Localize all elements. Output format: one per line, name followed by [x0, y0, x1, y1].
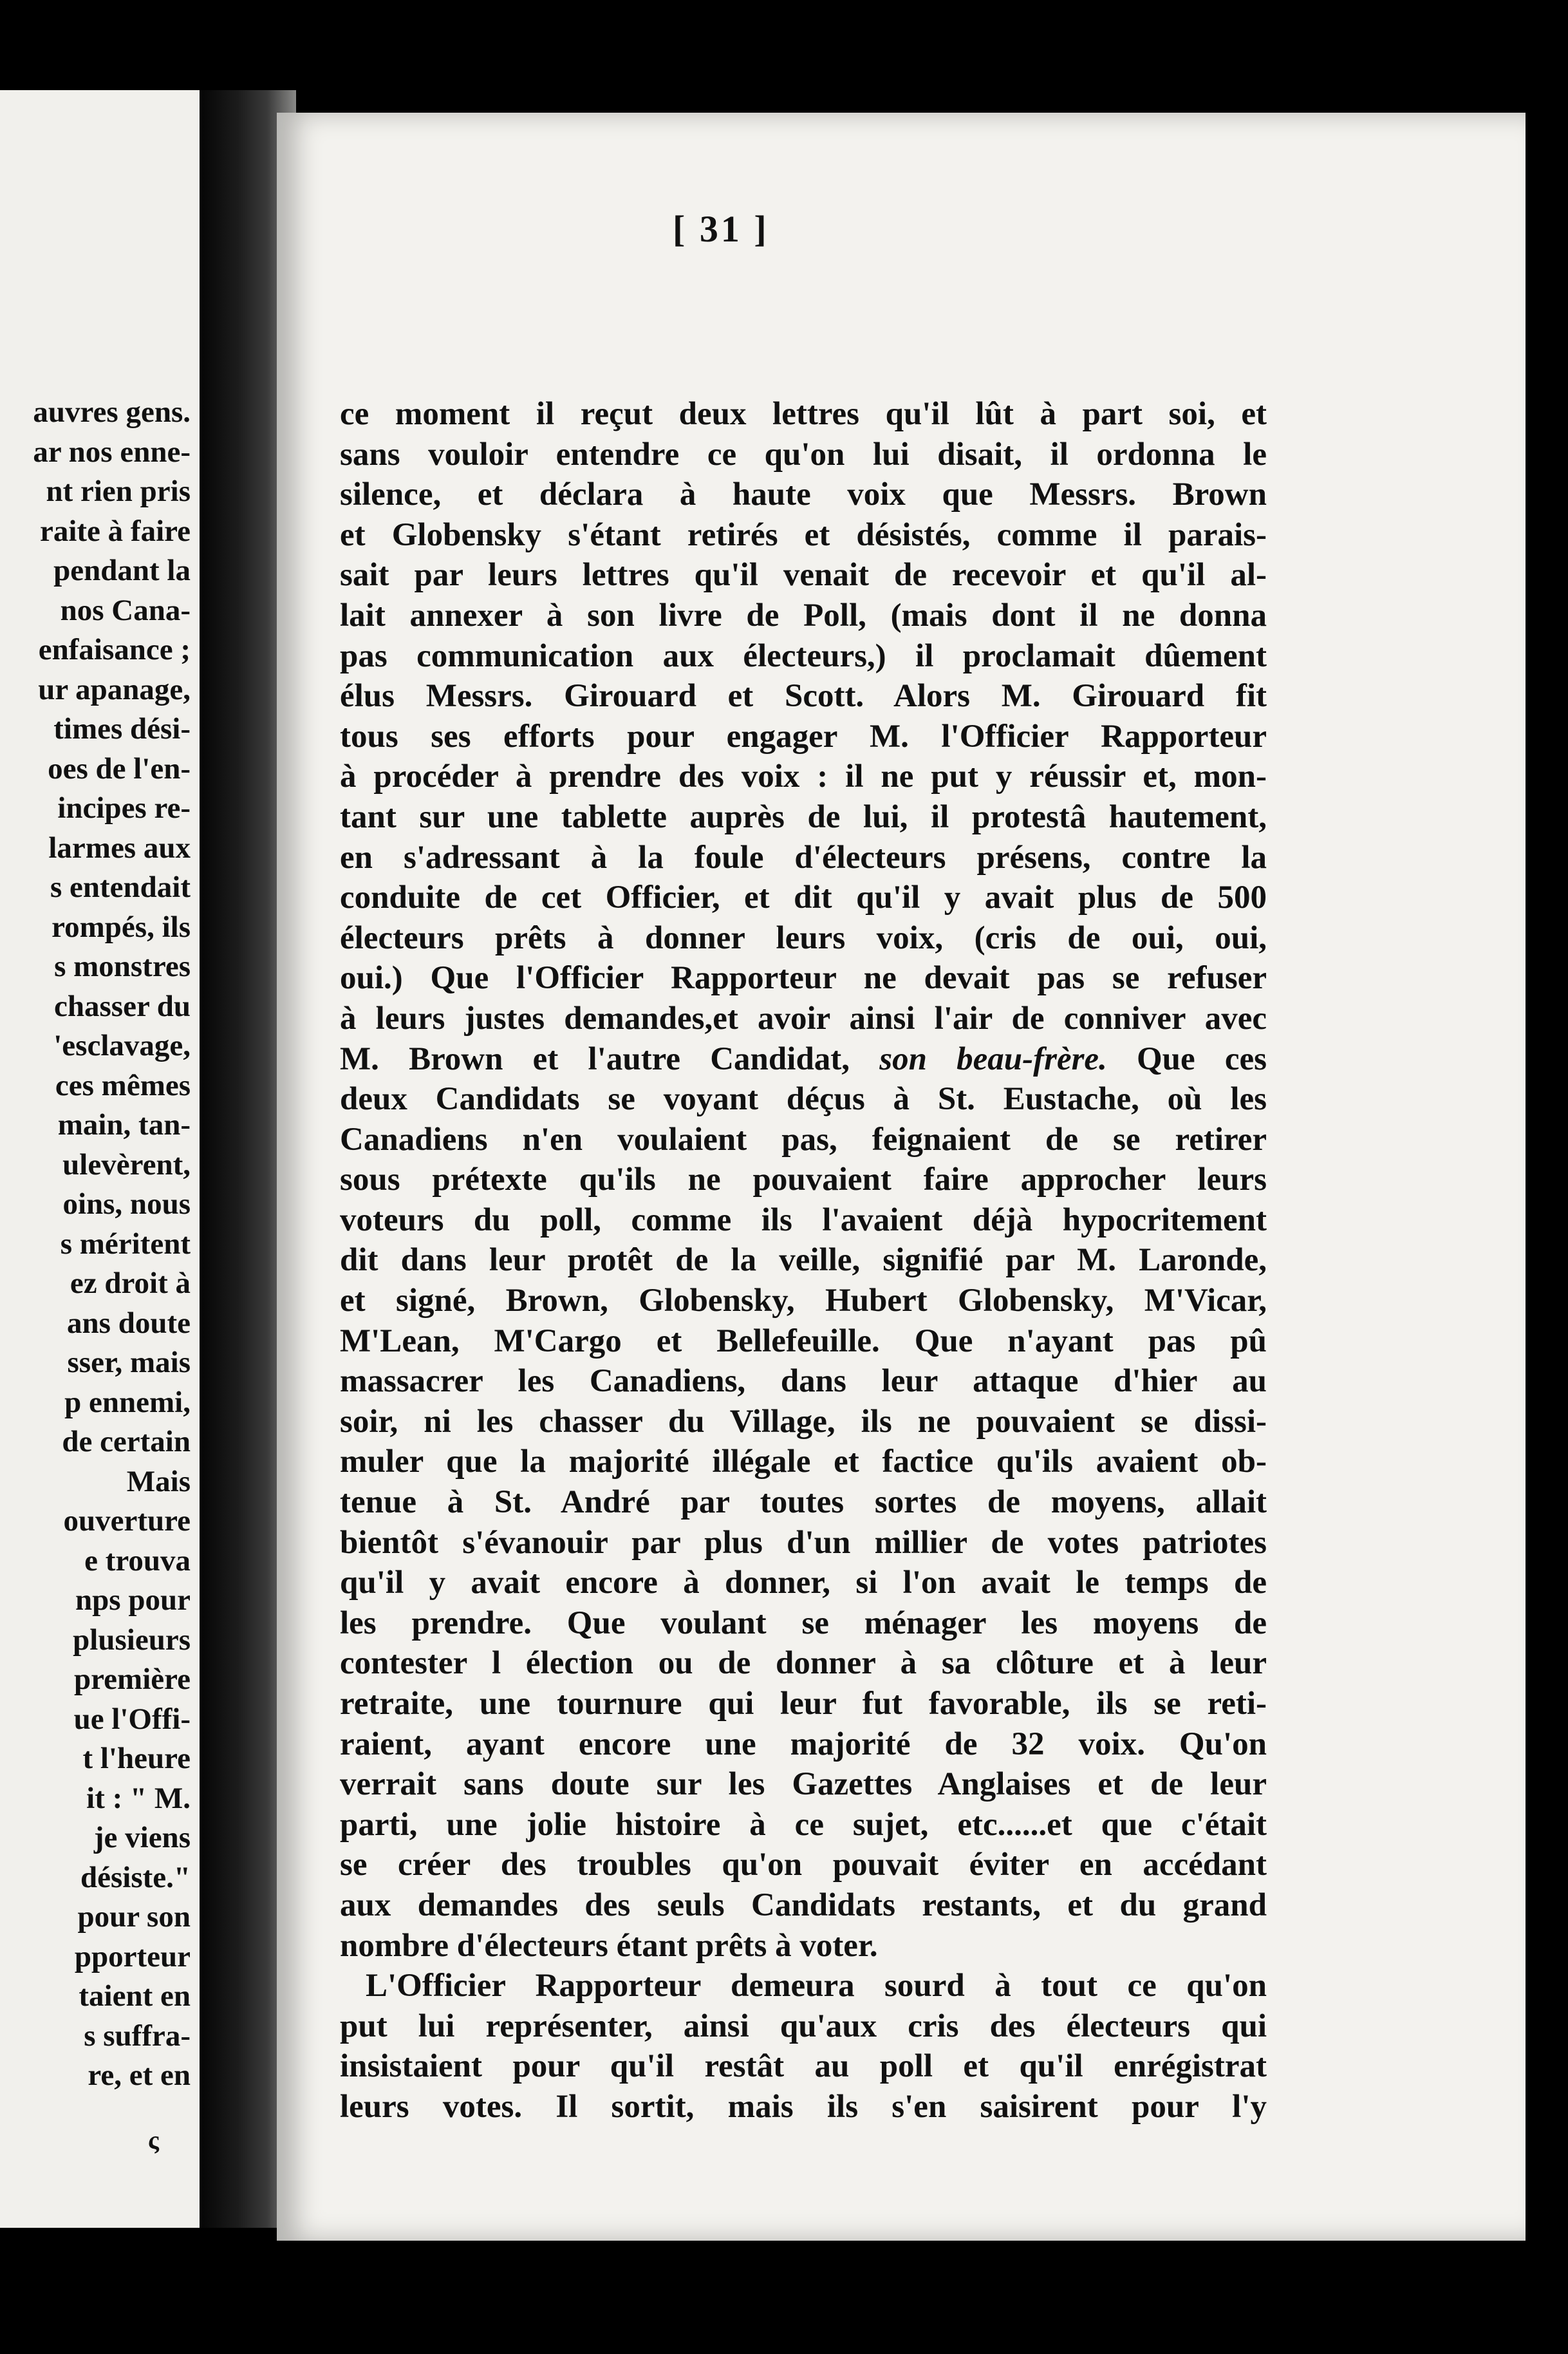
text-line: pas communication aux électeurs,) il proclamait dûement — [340, 637, 1267, 674]
facing-page-line: ans doute — [67, 1306, 191, 1340]
facing-page-line: re, et en — [88, 2058, 191, 2092]
facing-page-line: 'esclavage, — [53, 1029, 191, 1062]
text-line: voteurs du poll, comme ils l'avaient déjà hypocritement — [340, 1201, 1267, 1238]
facing-page-line: nt rien pris — [46, 475, 191, 508]
facing-page-line: je viens — [93, 1821, 191, 1854]
facing-page-line: plusieurs — [73, 1623, 191, 1657]
facing-page-line: oes de l'en- — [48, 751, 191, 786]
facing-page-line: Mais — [126, 1464, 191, 1498]
facing-page-line: taient en — [79, 1979, 191, 2013]
text-line: à leurs justes demandes,et avoir ainsi l'air de conniver avec — [340, 1000, 1267, 1037]
italic-phrase: son beau-frère. — [879, 1040, 1107, 1077]
page-number: [ 31 ] — [673, 208, 769, 250]
text-line: et Globensky s'étant retirés et désistés, comme il parais- — [340, 516, 1267, 553]
facing-page-line: ur apanage, — [38, 672, 191, 706]
facing-page-line: de certain — [62, 1425, 191, 1458]
text-line: lait annexer à son livre de Poll, (mais dont il ne donna — [340, 597, 1267, 634]
facing-page-line: nps pour — [75, 1583, 191, 1617]
ink-mark: ς — [148, 2125, 159, 2154]
facing-page-line: incipes re- — [57, 791, 191, 825]
facing-page-line: désiste." — [80, 1860, 191, 1894]
facing-page-line: larmes aux — [48, 831, 191, 865]
text-line: deux Candidats se voyant déçus à St. Eustache, où les — [340, 1081, 1267, 1118]
text-line: en s'adressant à la foule d'électeurs présens, contre la — [340, 839, 1267, 876]
facing-page-line: première — [74, 1662, 191, 1696]
facing-page-line: oins, nous — [62, 1187, 191, 1221]
facing-page-line: pporteur — [74, 1939, 191, 1973]
facing-page-line: raite à faire — [39, 514, 191, 548]
facing-page-line: t l'heure — [82, 1742, 191, 1775]
text-line: Canadiens n'en voulaient pas, feignaient de se retirer — [340, 1121, 1267, 1158]
facing-page-line: pour son — [77, 1900, 191, 1934]
text-line: nombre d'électeurs étant prêts à voter. — [340, 1927, 878, 1964]
text-line: L'Officier Rapporteur demeura sourd à tout ce qu'on — [366, 1968, 1267, 2004]
facing-page-line: auvres gens. — [33, 395, 191, 429]
facing-page-line: sser, mais — [67, 1346, 191, 1379]
facing-page-line: s monstres — [54, 950, 191, 983]
facing-page-line: p ennemi, — [64, 1385, 191, 1419]
facing-page-line: chasser du — [54, 989, 191, 1023]
text-line: insistaient pour qu'il restât au poll et qu'il enrégistrat — [340, 2048, 1267, 2085]
text-line: aux demandes des seuls Candidats restants, et du grand — [340, 1887, 1267, 1923]
text-line: dit dans leur protêt de la veille, signifié par M. Laronde, — [340, 1242, 1267, 1279]
facing-page-line: ar nos enne- — [33, 435, 191, 469]
text-line: électeurs prêts à donner leurs voix, (cris de oui, oui, — [340, 919, 1267, 956]
facing-page-line: ez droit à — [70, 1266, 191, 1300]
text-line: oui.) Que l'Officier Rapporteur ne devait pas se refuser — [340, 960, 1267, 997]
text-line: sous prétexte qu'ils ne pouvaient faire approcher leurs — [340, 1162, 1267, 1198]
facing-page-line: times dési- — [53, 712, 191, 746]
facing-page-line: rompés, ils — [51, 910, 191, 944]
text-line: qu'il y avait encore à donner, si l'on avait le temps de — [340, 1565, 1267, 1601]
text-line: leurs votes. Il sortit, mais ils s'en saisirent pour l'y — [340, 2088, 1267, 2125]
text-line: retraite, une tournure qui leur fut favorable, ils se reti- — [340, 1686, 1267, 1722]
text-line: verrait sans doute sur les Gazettes Anglaises et de leur — [340, 1766, 1267, 1803]
facing-page-line: ces mêmes — [55, 1068, 191, 1102]
text-line-with-italic — [340, 1039, 1267, 1080]
text-line: sans vouloir entendre ce qu'on lui disait, il ordonna le — [340, 436, 1267, 473]
text-line: élus Messrs. Girouard et Scott. Alors M. Girouard fit — [340, 678, 1267, 715]
facing-page-line: pendant la — [53, 554, 191, 587]
text-line: soir, ni les chasser du Village, ils ne pouvaient se dissi- — [340, 1403, 1267, 1440]
text-line: silence, et déclara à haute voix que Messrs. Brown — [340, 476, 1267, 513]
text-line: bientôt s'évanouir par plus d'un millier de votes patriotes — [340, 1524, 1267, 1561]
text-line: tenue à St. André par toutes sortes de moyens, allait — [340, 1484, 1267, 1521]
facing-page-line: main, tan- — [57, 1108, 191, 1142]
text-line: les prendre. Que voulant se ménager les moyens de — [340, 1605, 1267, 1641]
text-line: et signé, Brown, Globensky, Hubert Globensky, M'Vicar, — [340, 1283, 1267, 1319]
facing-page-line: s entendait — [50, 871, 191, 904]
facing-page-line: ouverture — [63, 1504, 191, 1538]
text-line: ce moment il reçut deux lettres qu'il lût à part soi, et — [340, 396, 1267, 432]
text-line: conduite de cet Officier, et dit qu'il y avait plus de 500 — [340, 880, 1267, 916]
text-line: tant sur une tablette auprès de lui, il protestâ hautement, — [340, 798, 1267, 835]
facing-page-line: nos Cana- — [60, 593, 191, 627]
text-line: massacrer les Canadiens, dans leur attaque d'hier au — [340, 1363, 1267, 1400]
text-line: sait par leurs lettres qu'il venait de recevoir et qu'il al- — [340, 557, 1267, 594]
text-line: tous ses efforts pour engager M. l'Officier Rapporteur — [340, 718, 1267, 755]
facing-page-line: enfaisance ; — [38, 633, 191, 666]
text-line: contester l élection ou de donner à sa clôture et à leur — [340, 1645, 1267, 1682]
text-line: à procéder à prendre des voix : il ne put y réussir et, mon- — [340, 758, 1267, 795]
facing-page-line: ulevèrent, — [62, 1147, 191, 1182]
text-line: put lui représenter, ainsi qu'aux cris des électeurs qui — [340, 2008, 1267, 2044]
text-line: raient, ayant encore une majorité de 32 voix. Qu'on — [340, 1726, 1267, 1762]
text-line: parti, une jolie histoire à ce sujet, etc......et que c'était — [340, 1806, 1267, 1843]
facing-page-line: s méritent — [60, 1227, 191, 1261]
text-segment: Que ces — [1137, 1040, 1267, 1077]
page-body-text — [340, 394, 1267, 2127]
text-segment: M. Brown et l'autre Candidat, — [340, 1040, 850, 1077]
facing-page-line: e trouva — [84, 1543, 191, 1577]
text-line: muler que la majorité illégale et factice qu'ils avaient ob- — [340, 1444, 1267, 1480]
facing-page-fragment — [0, 90, 200, 2228]
facing-page-line: ue l'Offi- — [73, 1702, 191, 1736]
facing-page-line: it : " M. — [86, 1781, 191, 1815]
text-line: se créer des troubles qu'on pouvait éviter en accédant — [340, 1847, 1267, 1883]
text-line: M'Lean, M'Cargo et Bellefeuille. Que n'ayant pas pû — [340, 1323, 1267, 1359]
facing-page-line: s suffra- — [84, 2019, 191, 2053]
facing-page-text — [33, 393, 191, 2096]
